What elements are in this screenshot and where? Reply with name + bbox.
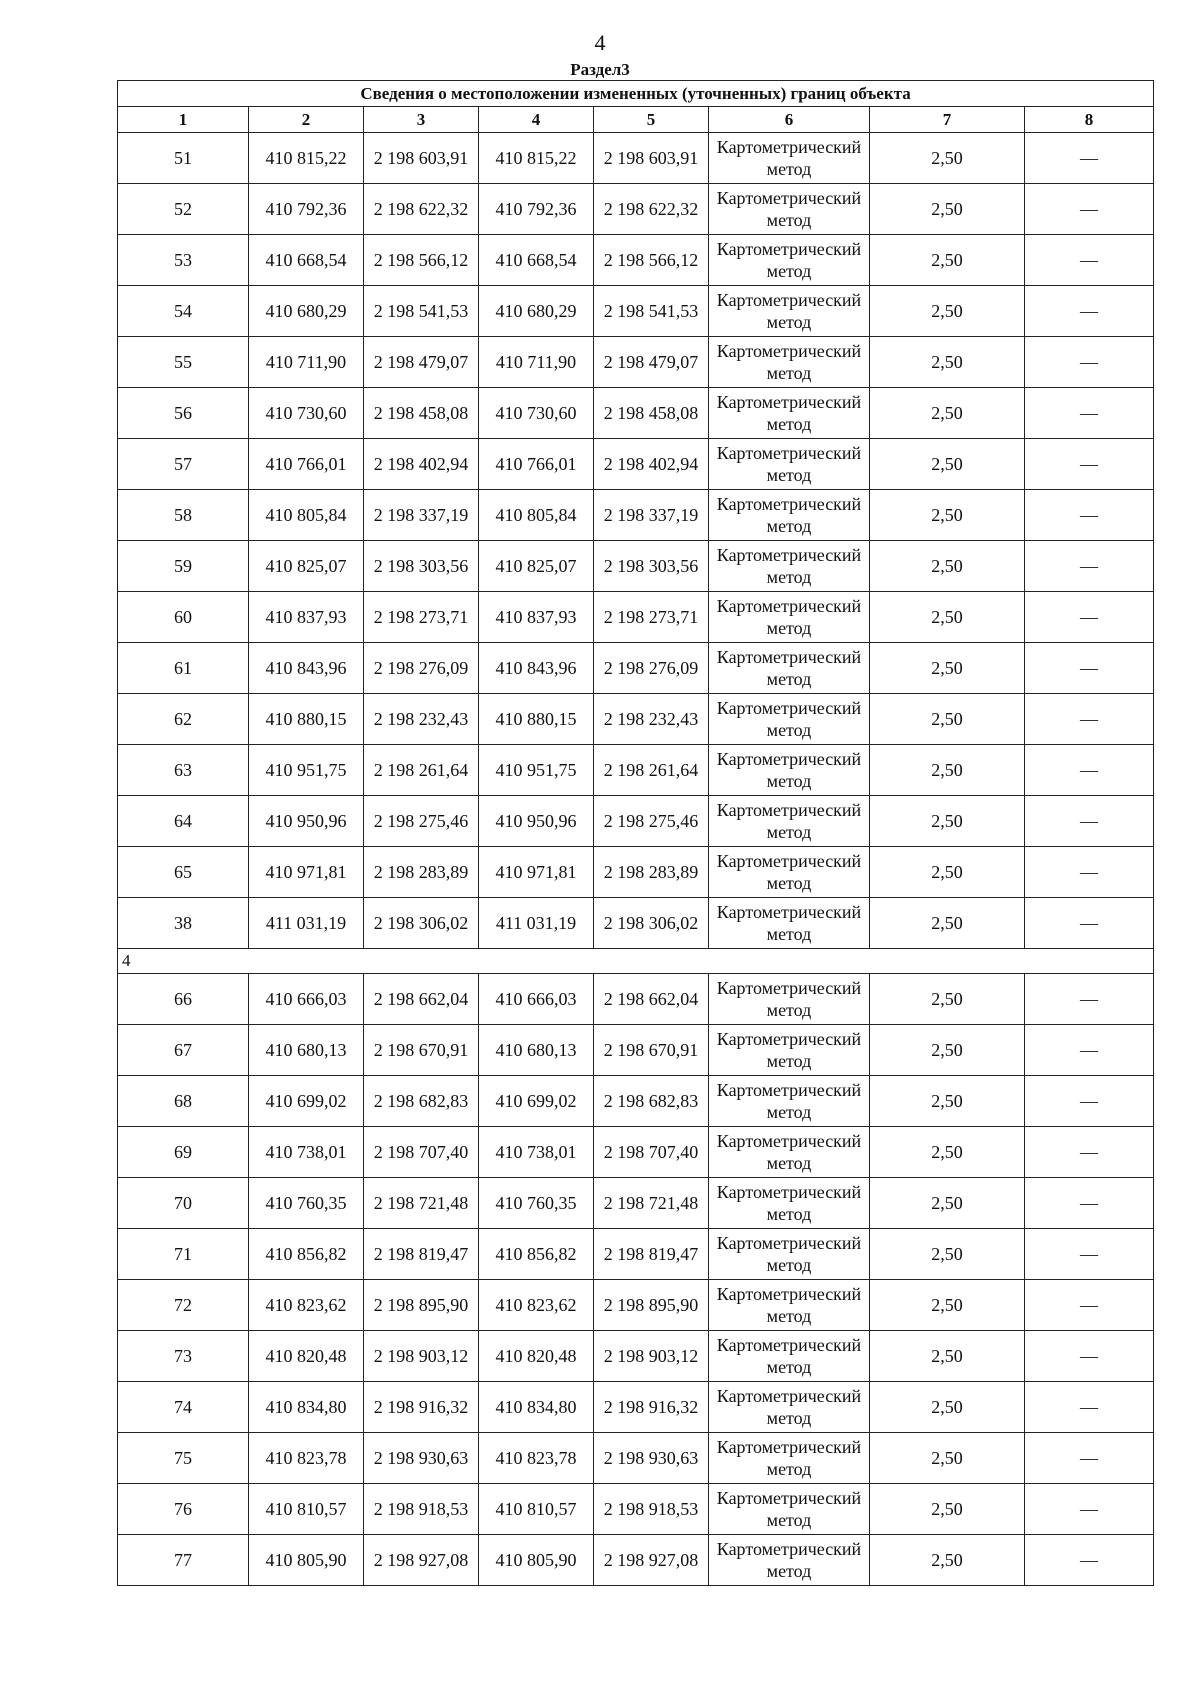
point-number-cell: 66 — [118, 974, 249, 1025]
point-number-cell: 58 — [118, 490, 249, 541]
x-old-cell: 410 823,78 — [249, 1433, 364, 1484]
x-old-cell: 410 699,02 — [249, 1076, 364, 1127]
y-new-cell: 2 198 682,83 — [594, 1076, 709, 1127]
column-number: 6 — [709, 107, 870, 133]
x-old-cell: 410 792,36 — [249, 184, 364, 235]
y-old-cell: 2 198 306,02 — [364, 898, 479, 949]
x-old-cell: 410 856,82 — [249, 1229, 364, 1280]
point-number-cell: 56 — [118, 388, 249, 439]
note-cell: — — [1025, 1076, 1154, 1127]
x-new-cell: 410 738,01 — [479, 1127, 594, 1178]
x-new-cell: 410 668,54 — [479, 235, 594, 286]
x-new-cell: 410 837,93 — [479, 592, 594, 643]
y-old-cell: 2 198 670,91 — [364, 1025, 479, 1076]
note-cell: — — [1025, 439, 1154, 490]
point-number-cell: 64 — [118, 796, 249, 847]
accuracy-cell: 2,50 — [870, 1484, 1025, 1535]
y-new-cell: 2 198 261,64 — [594, 745, 709, 796]
y-new-cell: 2 198 707,40 — [594, 1127, 709, 1178]
x-old-cell: 410 668,54 — [249, 235, 364, 286]
y-new-cell: 2 198 927,08 — [594, 1535, 709, 1586]
note-cell: — — [1025, 1382, 1154, 1433]
table-row — [118, 898, 1154, 949]
table-row — [118, 541, 1154, 592]
method-cell: Картометрический метод — [709, 592, 870, 643]
y-old-cell: 2 198 603,91 — [364, 133, 479, 184]
point-number-cell: 61 — [118, 643, 249, 694]
note-cell: — — [1025, 337, 1154, 388]
y-old-cell: 2 198 895,90 — [364, 1280, 479, 1331]
method-cell: Картометрический метод — [709, 1178, 870, 1229]
y-new-cell: 2 198 303,56 — [594, 541, 709, 592]
method-cell: Картометрический метод — [709, 847, 870, 898]
note-cell: — — [1025, 745, 1154, 796]
y-new-cell: 2 198 918,53 — [594, 1484, 709, 1535]
y-old-cell: 2 198 916,32 — [364, 1382, 479, 1433]
y-old-cell: 2 198 283,89 — [364, 847, 479, 898]
point-number-cell: 63 — [118, 745, 249, 796]
y-old-cell: 2 198 819,47 — [364, 1229, 479, 1280]
point-number-cell: 38 — [118, 898, 249, 949]
table-row — [118, 1178, 1154, 1229]
method-cell: Картометрический метод — [709, 388, 870, 439]
point-number-cell: 57 — [118, 439, 249, 490]
method-cell: Картометрический метод — [709, 439, 870, 490]
accuracy-cell: 2,50 — [870, 592, 1025, 643]
method-cell: Картометрический метод — [709, 1127, 870, 1178]
table-row — [118, 1484, 1154, 1535]
accuracy-cell: 2,50 — [870, 1229, 1025, 1280]
note-cell: — — [1025, 184, 1154, 235]
note-cell: — — [1025, 1484, 1154, 1535]
method-cell: Картометрический метод — [709, 1076, 870, 1127]
method-cell: Картометрический метод — [709, 796, 870, 847]
x-new-cell: 410 760,35 — [479, 1178, 594, 1229]
x-new-cell: 410 805,90 — [479, 1535, 594, 1586]
table-row — [118, 1025, 1154, 1076]
x-new-cell: 410 820,48 — [479, 1331, 594, 1382]
method-cell: Картометрический метод — [709, 1229, 870, 1280]
table-body — [118, 133, 1154, 1586]
note-cell: — — [1025, 1535, 1154, 1586]
x-new-cell: 410 880,15 — [479, 694, 594, 745]
accuracy-cell: 2,50 — [870, 286, 1025, 337]
y-new-cell: 2 198 662,04 — [594, 974, 709, 1025]
note-cell: — — [1025, 1280, 1154, 1331]
x-old-cell: 410 820,48 — [249, 1331, 364, 1382]
point-number-cell: 65 — [118, 847, 249, 898]
x-old-cell: 410 823,62 — [249, 1280, 364, 1331]
accuracy-cell: 2,50 — [870, 184, 1025, 235]
accuracy-cell: 2,50 — [870, 1433, 1025, 1484]
contour-label: 4 — [118, 949, 1154, 974]
note-cell: — — [1025, 592, 1154, 643]
y-new-cell: 2 198 283,89 — [594, 847, 709, 898]
note-cell: — — [1025, 847, 1154, 898]
x-new-cell: 410 730,60 — [479, 388, 594, 439]
x-old-cell: 410 805,90 — [249, 1535, 364, 1586]
x-new-cell: 410 711,90 — [479, 337, 594, 388]
method-cell: Картометрический метод — [709, 541, 870, 592]
accuracy-cell: 2,50 — [870, 337, 1025, 388]
x-new-cell: 410 971,81 — [479, 847, 594, 898]
x-new-cell: 410 823,62 — [479, 1280, 594, 1331]
method-cell: Картометрический метод — [709, 133, 870, 184]
x-old-cell: 410 805,84 — [249, 490, 364, 541]
note-cell: — — [1025, 286, 1154, 337]
table-row — [118, 745, 1154, 796]
y-new-cell: 2 198 603,91 — [594, 133, 709, 184]
table-row — [118, 439, 1154, 490]
method-cell: Картометрический метод — [709, 898, 870, 949]
y-new-cell: 2 198 916,32 — [594, 1382, 709, 1433]
y-new-cell: 2 198 275,46 — [594, 796, 709, 847]
method-cell: Картометрический метод — [709, 490, 870, 541]
method-cell: Картометрический метод — [709, 235, 870, 286]
x-new-cell: 410 680,13 — [479, 1025, 594, 1076]
method-cell: Картометрический метод — [709, 694, 870, 745]
method-cell: Картометрический метод — [709, 745, 870, 796]
y-new-cell: 2 198 479,07 — [594, 337, 709, 388]
y-new-cell: 2 198 306,02 — [594, 898, 709, 949]
method-cell: Картометрический метод — [709, 1433, 870, 1484]
y-old-cell: 2 198 566,12 — [364, 235, 479, 286]
y-new-cell: 2 198 232,43 — [594, 694, 709, 745]
table-row — [118, 694, 1154, 745]
y-old-cell: 2 198 541,53 — [364, 286, 479, 337]
x-new-cell: 410 666,03 — [479, 974, 594, 1025]
y-new-cell: 2 198 622,32 — [594, 184, 709, 235]
section-title: Раздел3 — [570, 60, 630, 79]
accuracy-cell: 2,50 — [870, 796, 1025, 847]
x-new-cell: 410 825,07 — [479, 541, 594, 592]
note-cell: — — [1025, 133, 1154, 184]
point-number-cell: 52 — [118, 184, 249, 235]
point-number-cell: 67 — [118, 1025, 249, 1076]
point-number-cell: 75 — [118, 1433, 249, 1484]
accuracy-cell: 2,50 — [870, 541, 1025, 592]
x-old-cell: 410 825,07 — [249, 541, 364, 592]
table-row — [118, 286, 1154, 337]
column-number: 1 — [118, 107, 249, 133]
y-new-cell: 2 198 541,53 — [594, 286, 709, 337]
column-number: 7 — [870, 107, 1025, 133]
point-number-cell: 68 — [118, 1076, 249, 1127]
table-row — [118, 796, 1154, 847]
x-old-cell: 410 680,29 — [249, 286, 364, 337]
accuracy-cell: 2,50 — [870, 1127, 1025, 1178]
accuracy-cell: 2,50 — [870, 1076, 1025, 1127]
table-row — [118, 643, 1154, 694]
note-cell: — — [1025, 1178, 1154, 1229]
table-row — [118, 1280, 1154, 1331]
y-new-cell: 2 198 276,09 — [594, 643, 709, 694]
point-number-cell: 70 — [118, 1178, 249, 1229]
method-cell: Картометрический метод — [709, 1535, 870, 1586]
y-new-cell: 2 198 895,90 — [594, 1280, 709, 1331]
note-cell: — — [1025, 1025, 1154, 1076]
accuracy-cell: 2,50 — [870, 1382, 1025, 1433]
x-old-cell: 410 680,13 — [249, 1025, 364, 1076]
y-old-cell: 2 198 927,08 — [364, 1535, 479, 1586]
page-number: 4 — [594, 30, 606, 55]
table-row — [118, 1127, 1154, 1178]
table-row — [118, 847, 1154, 898]
y-new-cell: 2 198 670,91 — [594, 1025, 709, 1076]
accuracy-cell: 2,50 — [870, 974, 1025, 1025]
point-number-cell: 59 — [118, 541, 249, 592]
y-new-cell: 2 198 930,63 — [594, 1433, 709, 1484]
y-new-cell: 2 198 337,19 — [594, 490, 709, 541]
accuracy-cell: 2,50 — [870, 1025, 1025, 1076]
accuracy-cell: 2,50 — [870, 133, 1025, 184]
column-number-row — [118, 107, 1154, 133]
note-cell: — — [1025, 796, 1154, 847]
accuracy-cell: 2,50 — [870, 1178, 1025, 1229]
column-number: 5 — [594, 107, 709, 133]
method-cell: Картометрический метод — [709, 974, 870, 1025]
column-number: 4 — [479, 107, 594, 133]
method-cell: Картометрический метод — [709, 643, 870, 694]
y-old-cell: 2 198 707,40 — [364, 1127, 479, 1178]
point-number-cell: 73 — [118, 1331, 249, 1382]
x-new-cell: 410 950,96 — [479, 796, 594, 847]
x-old-cell: 410 666,03 — [249, 974, 364, 1025]
method-cell: Картометрический метод — [709, 1484, 870, 1535]
note-cell: — — [1025, 643, 1154, 694]
y-new-cell: 2 198 273,71 — [594, 592, 709, 643]
x-old-cell: 410 711,90 — [249, 337, 364, 388]
point-number-cell: 69 — [118, 1127, 249, 1178]
table-row — [118, 1229, 1154, 1280]
point-number-cell: 51 — [118, 133, 249, 184]
note-cell: — — [1025, 1229, 1154, 1280]
y-old-cell: 2 198 930,63 — [364, 1433, 479, 1484]
x-old-cell: 410 837,93 — [249, 592, 364, 643]
x-old-cell: 410 810,57 — [249, 1484, 364, 1535]
y-old-cell: 2 198 662,04 — [364, 974, 479, 1025]
x-new-cell: 410 805,84 — [479, 490, 594, 541]
x-new-cell: 410 766,01 — [479, 439, 594, 490]
y-new-cell: 2 198 402,94 — [594, 439, 709, 490]
x-new-cell: 410 810,57 — [479, 1484, 594, 1535]
x-old-cell: 410 766,01 — [249, 439, 364, 490]
y-old-cell: 2 198 682,83 — [364, 1076, 479, 1127]
table-row — [118, 388, 1154, 439]
note-cell: — — [1025, 1433, 1154, 1484]
x-old-cell: 410 738,01 — [249, 1127, 364, 1178]
accuracy-cell: 2,50 — [870, 439, 1025, 490]
x-old-cell: 410 815,22 — [249, 133, 364, 184]
y-old-cell: 2 198 232,43 — [364, 694, 479, 745]
y-old-cell: 2 198 458,08 — [364, 388, 479, 439]
accuracy-cell: 2,50 — [870, 1280, 1025, 1331]
column-number: 8 — [1025, 107, 1154, 133]
method-cell: Картометрический метод — [709, 1025, 870, 1076]
x-new-cell: 410 792,36 — [479, 184, 594, 235]
y-new-cell: 2 198 458,08 — [594, 388, 709, 439]
x-old-cell: 410 834,80 — [249, 1382, 364, 1433]
y-old-cell: 2 198 303,56 — [364, 541, 479, 592]
x-new-cell: 411 031,19 — [479, 898, 594, 949]
table-row — [118, 1535, 1154, 1586]
y-old-cell: 2 198 276,09 — [364, 643, 479, 694]
table-row — [118, 184, 1154, 235]
x-old-cell: 410 880,15 — [249, 694, 364, 745]
x-new-cell: 410 843,96 — [479, 643, 594, 694]
accuracy-cell: 2,50 — [870, 490, 1025, 541]
point-number-cell: 53 — [118, 235, 249, 286]
note-cell: — — [1025, 541, 1154, 592]
y-old-cell: 2 198 479,07 — [364, 337, 479, 388]
column-number: 2 — [249, 107, 364, 133]
column-number: 3 — [364, 107, 479, 133]
accuracy-cell: 2,50 — [870, 1331, 1025, 1382]
note-cell: — — [1025, 235, 1154, 286]
coordinates-table — [117, 80, 1154, 1586]
point-number-cell: 76 — [118, 1484, 249, 1535]
table-row — [118, 974, 1154, 1025]
method-cell: Картометрический метод — [709, 1280, 870, 1331]
method-cell: Картометрический метод — [709, 337, 870, 388]
y-new-cell: 2 198 903,12 — [594, 1331, 709, 1382]
note-cell: — — [1025, 898, 1154, 949]
accuracy-cell: 2,50 — [870, 1535, 1025, 1586]
table-caption: Сведения о местоположении измененных (уточненных) границ объекта — [118, 81, 1154, 107]
x-old-cell: 410 971,81 — [249, 847, 364, 898]
method-cell: Картометрический метод — [709, 286, 870, 337]
point-number-cell: 55 — [118, 337, 249, 388]
note-cell: — — [1025, 490, 1154, 541]
method-cell: Картометрический метод — [709, 1331, 870, 1382]
point-number-cell: 60 — [118, 592, 249, 643]
accuracy-cell: 2,50 — [870, 694, 1025, 745]
y-old-cell: 2 198 721,48 — [364, 1178, 479, 1229]
table-row — [118, 490, 1154, 541]
y-old-cell: 2 198 903,12 — [364, 1331, 479, 1382]
y-new-cell: 2 198 819,47 — [594, 1229, 709, 1280]
y-old-cell: 2 198 337,19 — [364, 490, 479, 541]
accuracy-cell: 2,50 — [870, 643, 1025, 694]
table-row — [118, 235, 1154, 286]
note-cell: — — [1025, 388, 1154, 439]
x-new-cell: 410 823,78 — [479, 1433, 594, 1484]
note-cell: — — [1025, 1127, 1154, 1178]
y-old-cell: 2 198 275,46 — [364, 796, 479, 847]
x-old-cell: 410 843,96 — [249, 643, 364, 694]
x-new-cell: 410 699,02 — [479, 1076, 594, 1127]
accuracy-cell: 2,50 — [870, 745, 1025, 796]
x-new-cell: 410 951,75 — [479, 745, 594, 796]
x-new-cell: 410 815,22 — [479, 133, 594, 184]
x-new-cell: 410 834,80 — [479, 1382, 594, 1433]
y-old-cell: 2 198 273,71 — [364, 592, 479, 643]
point-number-cell: 74 — [118, 1382, 249, 1433]
table-row — [118, 1382, 1154, 1433]
x-old-cell: 410 760,35 — [249, 1178, 364, 1229]
table-row — [118, 592, 1154, 643]
contour-group-row — [118, 949, 1154, 974]
table-row — [118, 337, 1154, 388]
accuracy-cell: 2,50 — [870, 388, 1025, 439]
y-old-cell: 2 198 261,64 — [364, 745, 479, 796]
point-number-cell: 77 — [118, 1535, 249, 1586]
point-number-cell: 72 — [118, 1280, 249, 1331]
x-old-cell: 410 950,96 — [249, 796, 364, 847]
method-cell: Картометрический метод — [709, 1382, 870, 1433]
point-number-cell: 62 — [118, 694, 249, 745]
x-old-cell: 410 730,60 — [249, 388, 364, 439]
note-cell: — — [1025, 1331, 1154, 1382]
y-new-cell: 2 198 721,48 — [594, 1178, 709, 1229]
y-new-cell: 2 198 566,12 — [594, 235, 709, 286]
y-old-cell: 2 198 918,53 — [364, 1484, 479, 1535]
accuracy-cell: 2,50 — [870, 847, 1025, 898]
x-old-cell: 410 951,75 — [249, 745, 364, 796]
note-cell: — — [1025, 974, 1154, 1025]
accuracy-cell: 2,50 — [870, 235, 1025, 286]
point-number-cell: 71 — [118, 1229, 249, 1280]
table-row — [118, 1433, 1154, 1484]
x-old-cell: 411 031,19 — [249, 898, 364, 949]
table-row — [118, 1076, 1154, 1127]
accuracy-cell: 2,50 — [870, 898, 1025, 949]
table-row — [118, 133, 1154, 184]
y-old-cell: 2 198 402,94 — [364, 439, 479, 490]
x-new-cell: 410 856,82 — [479, 1229, 594, 1280]
note-cell: — — [1025, 694, 1154, 745]
x-new-cell: 410 680,29 — [479, 286, 594, 337]
method-cell: Картометрический метод — [709, 184, 870, 235]
point-number-cell: 54 — [118, 286, 249, 337]
table-caption-row — [118, 81, 1154, 107]
y-old-cell: 2 198 622,32 — [364, 184, 479, 235]
table-row — [118, 1331, 1154, 1382]
